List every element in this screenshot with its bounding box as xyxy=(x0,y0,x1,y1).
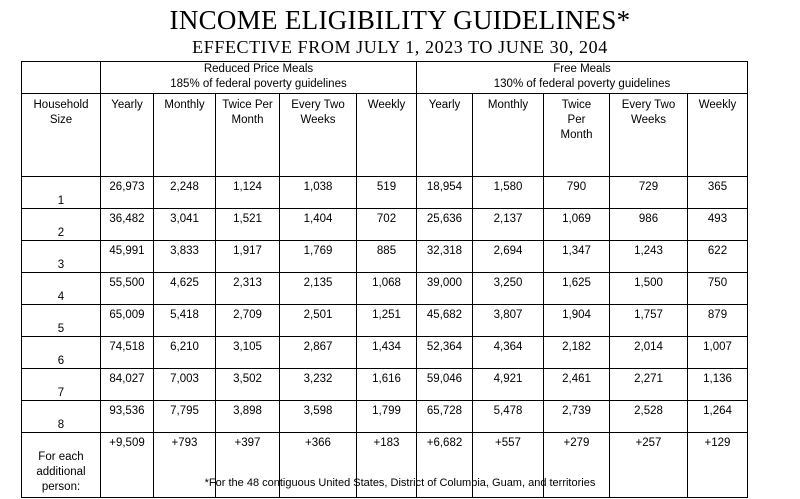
free-weekly-header xyxy=(688,94,748,177)
income-value-cell: 5,418 xyxy=(154,305,216,337)
income-value-cell: 65,009 xyxy=(101,305,154,337)
income-value-cell: 1,069 xyxy=(544,209,610,241)
income-value-cell: 59,046 xyxy=(417,369,473,401)
income-value-cell: 1,136 xyxy=(688,369,748,401)
household-size-cell: 4 xyxy=(22,273,101,305)
income-value-cell: 52,364 xyxy=(417,337,473,369)
column-header-label: Weekly xyxy=(367,99,406,111)
income-value-cell: 1,917 xyxy=(216,241,280,273)
income-value-cell: 26,973 xyxy=(101,177,154,209)
column-header-label: Every Two Weeks xyxy=(621,99,676,126)
column-header-label: Monthly xyxy=(164,99,205,111)
income-value-cell: 1,500 xyxy=(610,273,688,305)
income-value-cell: 885 xyxy=(357,241,417,273)
household-size-cell: 3 xyxy=(22,241,101,273)
table-row xyxy=(22,305,748,337)
additional-value-cell: +397 xyxy=(216,433,280,498)
table-row xyxy=(22,209,748,241)
additional-value-cell: +6,682 xyxy=(417,433,473,498)
income-value-cell: 1,124 xyxy=(216,177,280,209)
free-meals-group-header xyxy=(417,62,748,94)
income-value-cell: 2,739 xyxy=(544,401,610,433)
table-row xyxy=(22,369,748,401)
additional-value-cell: +793 xyxy=(154,433,216,498)
income-value-cell: 3,833 xyxy=(154,241,216,273)
income-value-cell: 986 xyxy=(610,209,688,241)
income-value-cell: 3,898 xyxy=(216,401,280,433)
free-monthly-header xyxy=(473,94,544,177)
income-value-cell: 622 xyxy=(688,241,748,273)
income-value-cell: 365 xyxy=(688,177,748,209)
income-value-cell: 4,364 xyxy=(473,337,544,369)
column-header-label: Yearly xyxy=(428,99,461,111)
additional-person-label: For each additional person: xyxy=(22,433,101,498)
free-meals-title: Free Meals xyxy=(553,63,611,75)
income-value-cell: 39,000 xyxy=(417,273,473,305)
table-row xyxy=(22,241,748,273)
income-value-cell: 2,182 xyxy=(544,337,610,369)
household-size-cell: 6 xyxy=(22,337,101,369)
income-value-cell: 36,482 xyxy=(101,209,154,241)
reduced-yearly-header xyxy=(101,94,154,177)
column-header-label: Twice Per Month xyxy=(560,99,593,141)
income-value-cell: 1,347 xyxy=(544,241,610,273)
household-size-cell: 1 xyxy=(22,177,101,209)
household-size-cell: 8 xyxy=(22,401,101,433)
income-value-cell: 45,682 xyxy=(417,305,473,337)
additional-value-cell: +9,509 xyxy=(101,433,154,498)
page-subtitle: EFFECTIVE FROM JULY 1, 2023 TO JUNE 30, 204 xyxy=(192,37,608,57)
income-value-cell: 1,434 xyxy=(357,337,417,369)
income-value-cell: 1,404 xyxy=(280,209,357,241)
income-value-cell: 1,264 xyxy=(688,401,748,433)
income-value-cell: 1,757 xyxy=(610,305,688,337)
reduced-twice-per-month-header xyxy=(216,94,280,177)
income-value-cell: 7,003 xyxy=(154,369,216,401)
column-header-label: Yearly xyxy=(111,99,143,111)
footnote: *For the 48 contiguous United States, District of Columbia, Guam, and territories xyxy=(204,477,596,489)
additional-value-cell: +279 xyxy=(544,433,610,498)
income-value-cell: 729 xyxy=(610,177,688,209)
income-value-cell: 6,210 xyxy=(154,337,216,369)
income-value-cell: 1,625 xyxy=(544,273,610,305)
income-value-cell: 2,528 xyxy=(610,401,688,433)
income-value-cell: 2,014 xyxy=(610,337,688,369)
additional-value-cell: +257 xyxy=(610,433,688,498)
income-value-cell: 1,068 xyxy=(357,273,417,305)
reduced-weekly-header xyxy=(357,94,417,177)
table-row xyxy=(22,337,748,369)
free-twice-per-month-header xyxy=(544,94,610,177)
income-value-cell: 65,728 xyxy=(417,401,473,433)
income-value-cell: 1,769 xyxy=(280,241,357,273)
additional-value-cell: +557 xyxy=(473,433,544,498)
table-row xyxy=(22,177,748,209)
income-value-cell: 2,694 xyxy=(473,241,544,273)
reduced-every-two-weeks-header xyxy=(280,94,357,177)
income-value-cell: 2,867 xyxy=(280,337,357,369)
page-title: INCOME ELIGIBILITY GUIDELINES* xyxy=(169,5,631,35)
income-value-cell: 1,521 xyxy=(216,209,280,241)
income-value-cell: 519 xyxy=(357,177,417,209)
income-value-cell: 32,318 xyxy=(417,241,473,273)
income-value-cell: 4,625 xyxy=(154,273,216,305)
income-value-cell: 84,027 xyxy=(101,369,154,401)
household-size-cell: 2 xyxy=(22,209,101,241)
free-yearly-header xyxy=(417,94,473,177)
income-value-cell: 3,232 xyxy=(280,369,357,401)
table-row xyxy=(22,401,748,433)
income-value-cell: 2,709 xyxy=(216,305,280,337)
household-size-cell: 7 xyxy=(22,369,101,401)
additional-value-cell: +129 xyxy=(688,433,748,498)
income-value-cell: 2,313 xyxy=(216,273,280,305)
income-value-cell: 2,501 xyxy=(280,305,357,337)
income-value-cell: 1,251 xyxy=(357,305,417,337)
additional-value-cell: +366 xyxy=(280,433,357,498)
income-value-cell: 55,500 xyxy=(101,273,154,305)
income-value-cell: 18,954 xyxy=(417,177,473,209)
household-size-header: Household Size xyxy=(22,94,101,177)
income-value-cell: 1,580 xyxy=(473,177,544,209)
reduced-monthly-header xyxy=(154,94,216,177)
income-value-cell: 702 xyxy=(357,209,417,241)
blank-corner-cell xyxy=(22,62,101,94)
income-value-cell: 1,243 xyxy=(610,241,688,273)
income-value-cell: 2,271 xyxy=(610,369,688,401)
reduced-price-subtitle: 185% of federal poverty guidelines xyxy=(170,78,347,90)
income-value-cell: 1,038 xyxy=(280,177,357,209)
free-every-two-weeks-header xyxy=(610,94,688,177)
reduced-price-title: Reduced Price Meals xyxy=(203,63,314,75)
household-size-cell: 5 xyxy=(22,305,101,337)
income-value-cell: 3,598 xyxy=(280,401,357,433)
income-value-cell: 1,799 xyxy=(357,401,417,433)
income-value-cell: 493 xyxy=(688,209,748,241)
income-value-cell: 3,250 xyxy=(473,273,544,305)
income-value-cell: 1,007 xyxy=(688,337,748,369)
income-value-cell: 7,795 xyxy=(154,401,216,433)
income-value-cell: 1,904 xyxy=(544,305,610,337)
column-header-label: Every Two Weeks xyxy=(291,99,345,126)
income-value-cell: 790 xyxy=(544,177,610,209)
income-value-cell: 3,105 xyxy=(216,337,280,369)
additional-value-cell: +183 xyxy=(357,433,417,498)
income-value-cell: 2,248 xyxy=(154,177,216,209)
income-value-cell: 1,616 xyxy=(357,369,417,401)
income-value-cell: 3,041 xyxy=(154,209,216,241)
income-value-cell: 25,636 xyxy=(417,209,473,241)
income-value-cell: 879 xyxy=(688,305,748,337)
income-value-cell: 2,135 xyxy=(280,273,357,305)
income-value-cell: 5,478 xyxy=(473,401,544,433)
income-value-cell: 3,502 xyxy=(216,369,280,401)
free-meals-subtitle: 130% of federal poverty guidelines xyxy=(493,78,671,90)
reduced-price-group-header xyxy=(101,62,417,94)
eligibility-table xyxy=(21,61,748,498)
income-value-cell: 93,536 xyxy=(101,401,154,433)
income-value-cell: 74,518 xyxy=(101,337,154,369)
table-row xyxy=(22,273,748,305)
column-header-label: Weekly xyxy=(698,99,737,111)
income-value-cell: 45,991 xyxy=(101,241,154,273)
income-value-cell: 2,137 xyxy=(473,209,544,241)
column-header-label: Twice Per Month xyxy=(222,99,273,126)
income-value-cell: 750 xyxy=(688,273,748,305)
income-value-cell: 2,461 xyxy=(544,369,610,401)
income-value-cell: 4,921 xyxy=(473,369,544,401)
column-header-label: Monthly xyxy=(487,99,529,111)
income-value-cell: 3,807 xyxy=(473,305,544,337)
